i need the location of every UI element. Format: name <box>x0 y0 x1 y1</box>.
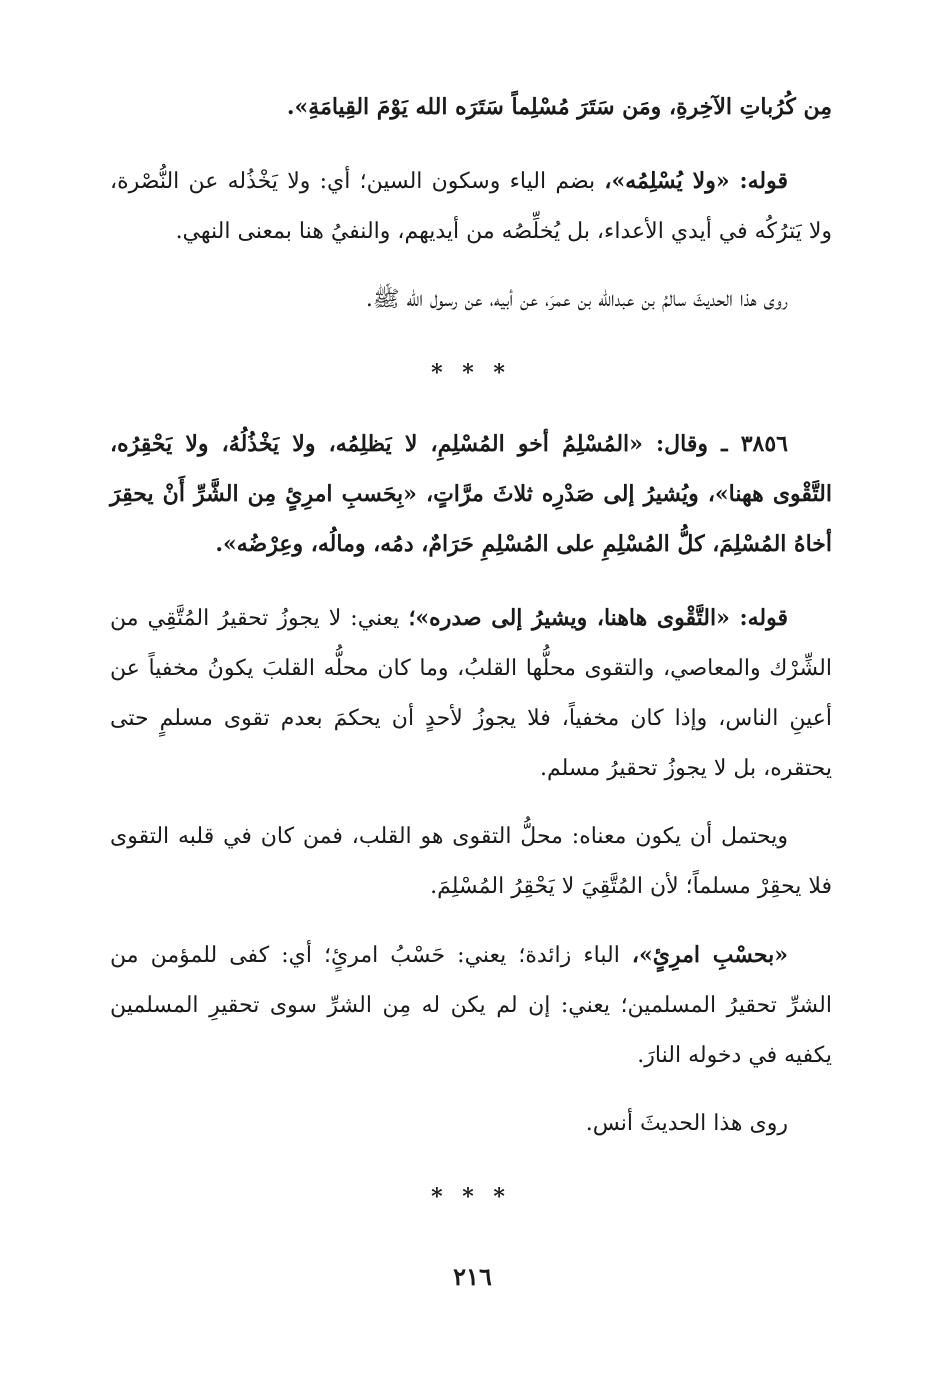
page-number: ٢١٦ <box>453 1262 492 1291</box>
section-separator-2: * * * <box>431 1184 511 1210</box>
paragraph-commentary-1 <box>110 156 832 257</box>
commentary-lead: قوله: «ولا يُسْلِمُه»، <box>604 168 788 194</box>
commentary-text: الباء زائدة؛ يعني: حَسْبُ امرئٍ؛ أي: كفى للمؤمن من الشرِّ تحقيرُ المسلمين؛ يعني: إن لم يكن له مِن الشرِّ سوى تحقيرِ المسلمين يكفيه في دخوله النارَ. <box>110 943 832 1068</box>
paragraph-commentary-4 <box>110 930 832 1081</box>
paragraph-narrator-1: روى هذا الحديثَ سالمُ بن عبدالله بن عمرَ، عن أبيه، عن رسول الله ﷺ. <box>365 287 788 312</box>
paragraph-hadith-ending: مِن كُرُباتِ الآخِرةِ، ومَن سَتَرَ مُسْلِماً سَتَرَه الله يَوْمَ القِيامَةِ». <box>286 94 832 120</box>
section-separator-1: * * * <box>431 360 511 386</box>
paragraph-hadith-3856: ٣٨٥٦ ـ وقال: «المُسْلِمُ أخو المُسْلِمِ، لا يَظلِمُه، ولا يَخْذُلُهُ، ولا يَحْقِرُه، التَّقْوى ههنا»، ويُشيرُ إلى صَدْرِه ثلاثَ مرَّاتٍ، «بِحَسبِ امرِئٍ مِن الشَّرِّ أَنْ يحقِرَ أخاهُ المُسْلِمَ، كلُّ المُسْلِمِ على المُسْلِمِ حَرَامٌ، دمُه، ومالُه، وعِرْضُه». <box>110 431 832 557</box>
paragraph-commentary-3: ويحتمل أن يكون معناه: محلُّ التقوى هو القلب، فمن كان في قلبه التقوى فلا يحقِرْ مسلماً؛ لأن المُتَّقِيَ لا يَحْقِرُ المُسْلِمَ. <box>110 824 832 899</box>
commentary-lead: «بحسْبِ امرِئٍ»، <box>631 942 788 968</box>
commentary-text: بضم الياء وسكون السين؛ أي: ولا يَخْذُله عن النُّصْرة، ولا يَترُكُه في أيدي الأعداء، بل يُخلِّصُه من أيديهم، والنفيُ هنا بمعنى النهي. <box>110 169 832 244</box>
page-body <box>110 82 832 1243</box>
commentary-lead: قوله: «التَّقْوى هاهنا، ويشيرُ إلى صدره»؛ <box>408 605 788 631</box>
paragraph-commentary-2 <box>110 593 832 794</box>
commentary-text: يعني: لا يجوزُ تحقيرُ المُتَّقِي من الشِّرْك والمعاصي، والتقوى محلُّها القلبُ، وما كان محلُّه القلبَ يكونُ مخفياً عن أعينِ الناس، وإذا كان مخفياً، فلا يجوزُ لأحدٍ أن يحكمَ بعدم تقوى مسلمٍ حتى يحتقره، بل لا يجوزُ تحقيرُ مسلم. <box>110 606 832 781</box>
paragraph-narrator-2: روى هذا الحديثَ أنس. <box>585 1111 788 1136</box>
